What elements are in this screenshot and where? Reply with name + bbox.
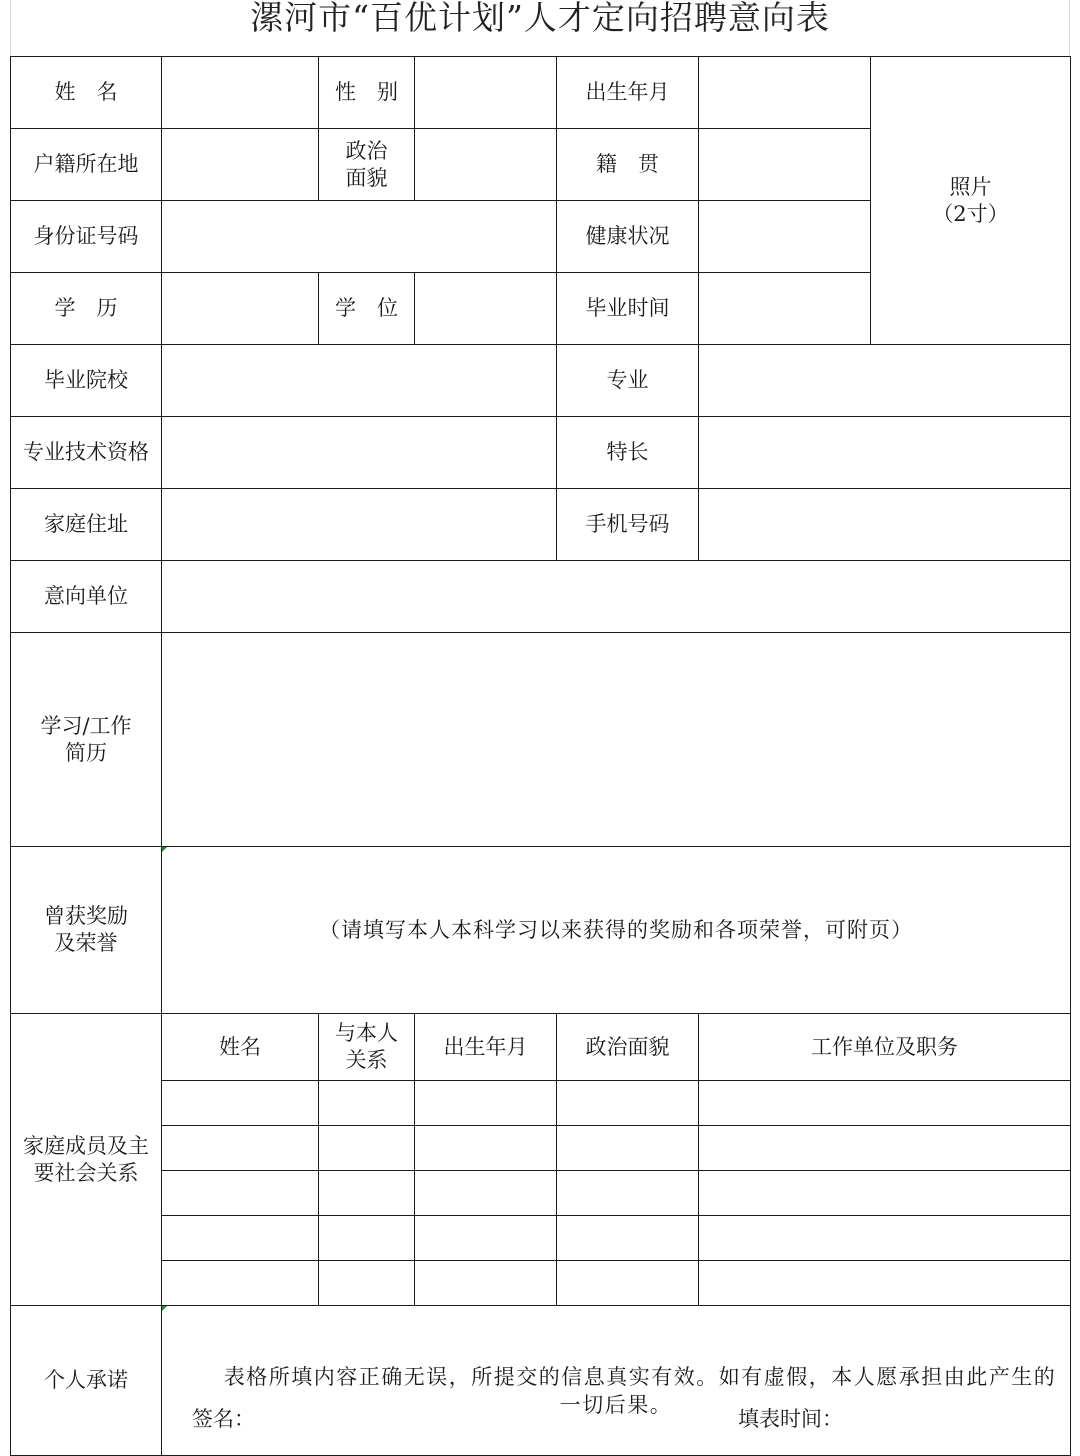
family-cell[interactable] xyxy=(699,1126,1071,1171)
family-cell[interactable] xyxy=(319,1081,415,1126)
label-education: 学 历 xyxy=(11,273,162,345)
family-row xyxy=(11,1126,1071,1171)
label-id-number: 身份证号码 xyxy=(11,201,162,273)
input-political[interactable] xyxy=(415,129,557,201)
label-gender: 性 别 xyxy=(319,57,415,129)
label-pledge: 个人承诺 xyxy=(11,1306,162,1456)
input-specialty[interactable] xyxy=(699,417,1071,489)
input-name[interactable] xyxy=(162,57,319,129)
family-cell[interactable] xyxy=(162,1081,319,1126)
family-cell[interactable] xyxy=(415,1171,557,1216)
awards-hint: （请填写本人本科学习以来获得的奖励和各项荣誉，可附页） xyxy=(319,917,913,942)
label-major: 专业 xyxy=(557,345,699,417)
cell-marker-icon xyxy=(162,1306,169,1313)
label-target-unit: 意向单位 xyxy=(11,561,162,633)
input-id-number[interactable] xyxy=(162,201,557,273)
label-specialty: 特长 xyxy=(557,417,699,489)
family-cell[interactable] xyxy=(557,1261,699,1306)
pledge-text: 表格所填内容正确无误，所提交的信息真实有效。如有虚假，本人愿承担由此产生的一切后果。 xyxy=(223,1364,1057,1417)
label-political: 政治 面貌 xyxy=(319,129,415,201)
input-phone[interactable] xyxy=(699,489,1071,561)
input-gender[interactable] xyxy=(415,57,557,129)
family-cell[interactable] xyxy=(162,1126,319,1171)
label-birth: 出生年月 xyxy=(557,57,699,129)
family-cell[interactable] xyxy=(415,1126,557,1171)
family-header-birth: 出生年月 xyxy=(415,1014,557,1081)
fill-date-label: 填表时间： xyxy=(738,1407,843,1431)
input-hukou[interactable] xyxy=(162,129,319,201)
family-header-political: 政治面貌 xyxy=(557,1014,699,1081)
family-cell[interactable] xyxy=(162,1171,319,1216)
input-grad-time[interactable] xyxy=(699,273,871,345)
family-cell[interactable] xyxy=(319,1126,415,1171)
label-address: 家庭住址 xyxy=(11,489,162,561)
label-qualification: 专业技术资格 xyxy=(11,417,162,489)
row-qualification xyxy=(11,417,1071,489)
label-awards: 曾获奖励 及荣誉 xyxy=(11,847,162,1014)
row-resume xyxy=(11,633,1071,847)
input-birth[interactable] xyxy=(699,57,871,129)
row-family-header xyxy=(11,1014,1071,1081)
input-native[interactable] xyxy=(699,129,871,201)
input-target-unit[interactable] xyxy=(162,561,1071,633)
input-qualification[interactable] xyxy=(162,417,557,489)
form-title: 漯河市“百优计划”人才定向招聘意向表 xyxy=(250,0,830,37)
family-cell[interactable] xyxy=(699,1081,1071,1126)
input-address[interactable] xyxy=(162,489,557,561)
family-cell[interactable] xyxy=(557,1081,699,1126)
photo-box[interactable] xyxy=(871,57,1071,345)
cell-marker-icon xyxy=(162,847,169,854)
input-school[interactable] xyxy=(162,345,557,417)
row-awards xyxy=(11,847,1071,1014)
label-family: 家庭成员及主 要社会关系 xyxy=(11,1014,162,1306)
family-cell[interactable] xyxy=(319,1261,415,1306)
family-cell[interactable] xyxy=(415,1216,557,1261)
family-cell[interactable] xyxy=(162,1261,319,1306)
family-cell[interactable] xyxy=(699,1261,1071,1306)
label-school: 毕业院校 xyxy=(11,345,162,417)
family-cell[interactable] xyxy=(699,1171,1071,1216)
signature-label: 签名： xyxy=(192,1407,255,1431)
family-cell[interactable] xyxy=(415,1081,557,1126)
input-resume[interactable] xyxy=(162,633,1071,847)
label-health: 健康状况 xyxy=(557,201,699,273)
application-form xyxy=(10,56,1071,1456)
label-name: 姓 名 xyxy=(11,57,162,129)
family-cell[interactable] xyxy=(319,1171,415,1216)
pledge-cell[interactable] xyxy=(162,1306,1071,1456)
row-target-unit xyxy=(11,561,1071,633)
row-address xyxy=(11,489,1071,561)
family-header-work: 工作单位及职务 xyxy=(699,1014,1071,1081)
row-basic-1 xyxy=(11,57,1071,129)
input-major[interactable] xyxy=(699,345,1071,417)
photo-label: 照片 （2寸） xyxy=(932,174,1009,226)
input-health[interactable] xyxy=(699,201,871,273)
family-cell[interactable] xyxy=(699,1216,1071,1261)
label-phone: 手机号码 xyxy=(557,489,699,561)
family-cell[interactable] xyxy=(557,1126,699,1171)
label-resume: 学习/工作 简历 xyxy=(11,633,162,847)
family-cell[interactable] xyxy=(557,1216,699,1261)
family-cell[interactable] xyxy=(557,1171,699,1216)
family-header-relation: 与本人 关系 xyxy=(319,1014,415,1081)
input-degree[interactable] xyxy=(415,273,557,345)
family-cell[interactable] xyxy=(319,1216,415,1261)
family-row xyxy=(11,1171,1071,1216)
label-native: 籍 贯 xyxy=(557,129,699,201)
label-degree: 学 位 xyxy=(319,273,415,345)
family-row xyxy=(11,1081,1071,1126)
label-grad-time: 毕业时间 xyxy=(557,273,699,345)
family-cell[interactable] xyxy=(415,1261,557,1306)
input-awards[interactable] xyxy=(162,847,1071,1014)
row-school xyxy=(11,345,1071,417)
input-education[interactable] xyxy=(162,273,319,345)
family-row xyxy=(11,1261,1071,1306)
family-row xyxy=(11,1216,1071,1261)
label-hukou: 户籍所在地 xyxy=(11,129,162,201)
family-header-name: 姓名 xyxy=(162,1014,319,1081)
row-pledge xyxy=(11,1306,1071,1456)
family-cell[interactable] xyxy=(162,1216,319,1261)
